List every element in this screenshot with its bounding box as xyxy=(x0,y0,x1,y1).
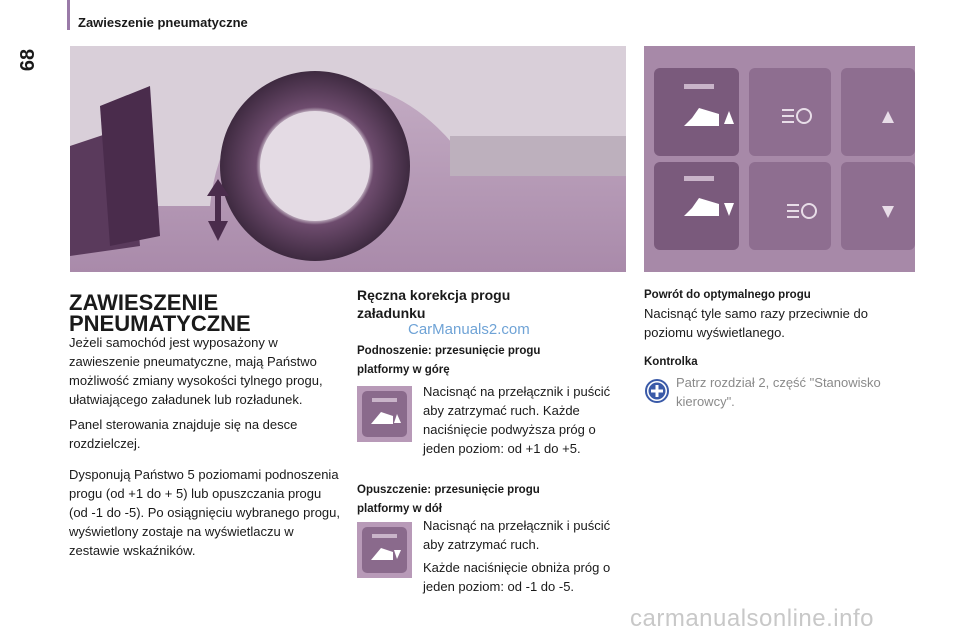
raise-text: Nacisnąć na przełącznik i puścić aby zatrzymać ruch. Każde naciśnięcie podwyższa próg o jeden poziom: od +1 do +5. xyxy=(423,384,611,456)
lower-title-line2: platformy w dół xyxy=(357,503,442,515)
page-number: 68 xyxy=(16,48,39,72)
main-title-line2: PNEUMATYCZNE xyxy=(69,311,251,336)
raise-title-line1: Podnoszenie: przesunięcie progu xyxy=(357,345,541,357)
main-title xyxy=(69,292,329,334)
plus-info-icon xyxy=(645,379,669,403)
control-panel-photo xyxy=(644,46,915,272)
intro-paragraph: Jeżeli samochód jest wyposażony w zawieszenie pneumatyczne, mają Państwo możliwość zmiany wysokości tylnego progu, ułatwiającego załadunek lub rozładunek. xyxy=(69,335,323,407)
manual-correction-title xyxy=(357,286,577,322)
carmanuals-watermark: CarManuals2.com xyxy=(408,321,530,338)
raise-title-line2: platformy w górę xyxy=(357,364,450,376)
lower-title-line1: Opuszczenie: przesunięcie progu xyxy=(357,484,540,496)
page-accent-bar xyxy=(67,0,70,30)
panel-location-paragraph: Panel sterowania znajduje się na desce rozdzielczej. xyxy=(69,417,298,451)
lower-text-1: Nacisnąć na przełącznik i puścić aby zatrzymać ruch. xyxy=(423,518,611,552)
manual-correction-title-line2: załadunku xyxy=(357,305,426,321)
section-header: Zawieszenie pneumatyczne xyxy=(78,15,248,30)
van-wheel-photo xyxy=(70,46,626,272)
footer-watermark: carmanualsonline.info xyxy=(630,605,874,632)
return-title: Powrót do optymalnego progu xyxy=(644,289,811,301)
raise-title xyxy=(357,342,597,380)
manual-correction-title-line1: Ręczna korekcja progu xyxy=(357,287,511,303)
main-title-line1: ZAWIESZENIE xyxy=(69,290,219,315)
lower-text-2: Każde naciśnięcie obniża próg o jeden poziom: od -1 do -5. xyxy=(423,560,611,594)
lower-title xyxy=(357,481,597,519)
kontrolka-title: Kontrolka xyxy=(644,356,698,368)
kontrolka-text: Patrz rozdział 2, część "Stanowisko kierowcy". xyxy=(676,375,881,409)
lower-button-photo xyxy=(357,522,412,578)
levels-paragraph: Dysponują Państwo 5 poziomami podnoszenia progu (od +1 do + 5) lub opuszczania progu (od -1 do -5). Po osiągnięciu wybranego progu, wyświetlony zostaje na wyświetlaczu w zestawie wskaźników. xyxy=(69,467,340,558)
return-text: Nacisnąć tyle samo razy przeciwnie do poziomu wyświetlanego. xyxy=(644,306,868,340)
raise-button-photo xyxy=(357,386,412,442)
